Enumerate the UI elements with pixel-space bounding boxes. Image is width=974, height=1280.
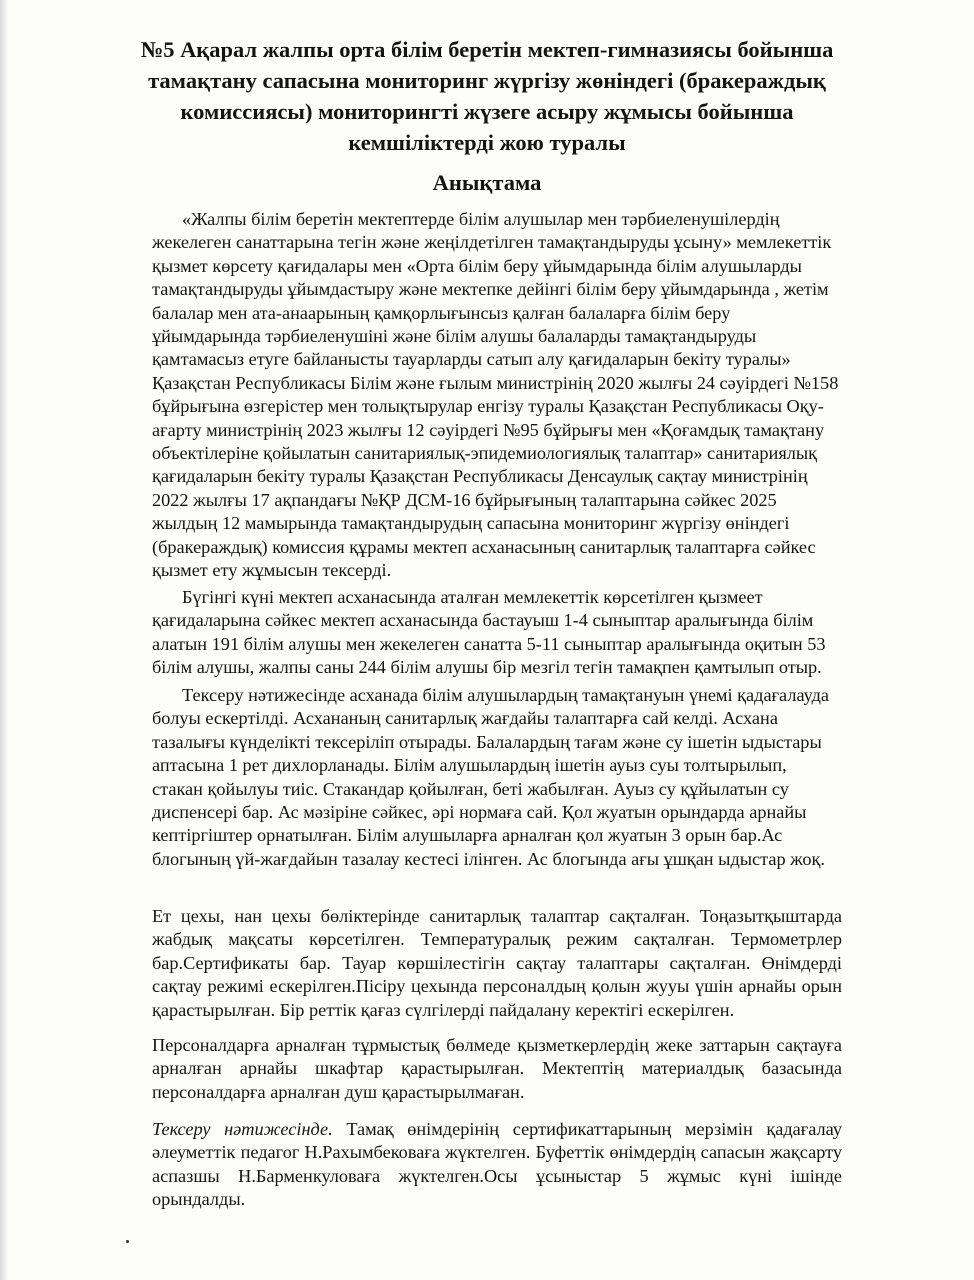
conclusion-text: Тамақ өнімдерінің сертификаттарының мерзімін қадағалау әлеуметтік педагог Н.Рахымбековаға жүктелген. Буфеттік өнімдердің сапасын жақсарту аспазшы Н.Барменкуловаға жүктелген.Осы ұсыныстар 5 жұмыс күні ішінде орындалды. <box>152 1119 842 1210</box>
paragraph-canteen-inspection: Тексеру нәтижесінде асханада білім алушылардың тамақтануын үнемі қадағалауда болуы ескертілді. Асхананың санитарлық жағдайы талаптарға сай келді. Асхана тазалығы күнделікті тексеріліп отырады. Балалардың тағам және су ішетін ыдыстары аптасына 1 рет дихлорланады. Білім алушылардың ішетін ауыз суы толтырылып, стакан қойылуы тиіс. Стакандар қойылған, беті жабылған. Ауыз су құйылатын су диспенсері бар. Ас мәзіріне сәйкес, әрі нормаға сай. Қол жуатын орындарда арнайы кептіргіштер орнатылған. Білім алушыларға арналған қол жуатын 3 орын бар.Ас блогының үй-жағдайын тазалау кестесі ілінген. Ас блогында ағы ұшқан ыдыстар жоқ. <box>152 685 830 869</box>
paragraph-students-count: Бүгінгі күні мектеп асханасында аталған мемлекеттік көрсетілген қызмеет қағидаларына сәйкес мектеп асханасында бастауыш 1-4 сыныптар аралығында білім алатын 191 білім алушы мен жекелеген санатта 5-11 сыныптар аралығында оқитын 53 білім алушы, жалпы саны 244 білім алушы бір мезгіл тегін тамақпен қамтылып отыр. <box>152 587 826 678</box>
scan-edge-shadow <box>0 0 8 1280</box>
paragraph-conclusion <box>152 1118 842 1212</box>
conclusion-lead: Тексеру нәтижесінде. <box>152 1119 333 1139</box>
paragraph-staff-room: Персоналдарға арналған тұрмыстық бөлмеде қызметкерлердің жеке заттарын сақтауға арналған арнайы шкафтар қарастырылған. Мектептің материалдық базасында персоналдарға арналған душ қарастырылмаған. <box>152 1035 842 1102</box>
scan-speck <box>126 1240 129 1243</box>
document-title: №5 Ақарал жалпы орта білім беретін мектеп-гимназиясы бойынша тамақтану сапасына мониторинг жүргізу жөніндегі (бракераждық комиссиясы) мониторингті жүзеге асыру жұмысы бойынша кемшіліктерді жою туралы <box>140 37 834 155</box>
document-heading: Анықтама <box>432 170 542 195</box>
paragraph-workshops: Ет цехы, нан цехы бөліктерінде санитарлық талаптар сақталған. Тоңазытқыштарда жабдық мақсаты көрсетілген. Температуралық режим сақталған. Термометрлер бар.Сертификаты бар. Тауар көршілестігін сақтау талаптары сақталған. Өнімдерді сақтау режимі ескерілген.Пісіру цехында персоналдың қолын жууы үшін арнайы орын қарастырылған. Бір реттік қағаз сүлгілерді пайдалану керектігі ескерілген. <box>152 906 842 1020</box>
paragraph-regulations: «Жалпы білім беретін мектептерде білім алушылар мен тәрбиеленушілердің жекелеген санаттарына тегін және жеңілдетілген тамақтандыруды ұсыну» мемлекеттік қызмет көрсету қағидалары мен «Орта білім беру ұйымдарында білім алушыларды тамақтандыруды ұйымдастыру және мектепке дейінгі білім беру ұйымдарында , жетім балалар мен ата-анаарының қамқорлығынсыз қалған балаларға білім беру ұйымдарында тәрбиеленушіні және білім алушы балаларды тамақтандыруды қамтамасыз етуге байланысты тауарларды сатып алу қағидаларын бекіту туралы» Қазақстан Республикасы Білім және ғылым министрінің 2020 жылғы 24 сәуірдегі №158 бұйрығына өзгерістер мен толықтырулар енгізу туралы Қазақстан Республикасы Оқу-ағарту министрінің 2023 жылғы 12 сәуірдегі №95 бұйрығы мен «Қоғамдық тамақтану объектілеріне қойылатын санитариялық-эпидемиологиялық талаптар» санитариялық қағидаларын бекіту туралы Қазақстан Республикасы Денсаулық сақтау министрінің 2022 жылғы 17 ақпандағы №ҚР ДСМ-16 бұйрығының талаптарына сәйкес 2025 жылдың 12 мамырында тамақтандырудың сапасына мониторинг жүргізу өніндегі (бракераждық) комиссия құрамы мектеп асханасының санитарлық талаптарға сәйкес қызмет ету жұмысын тексерді. <box>152 209 839 581</box>
